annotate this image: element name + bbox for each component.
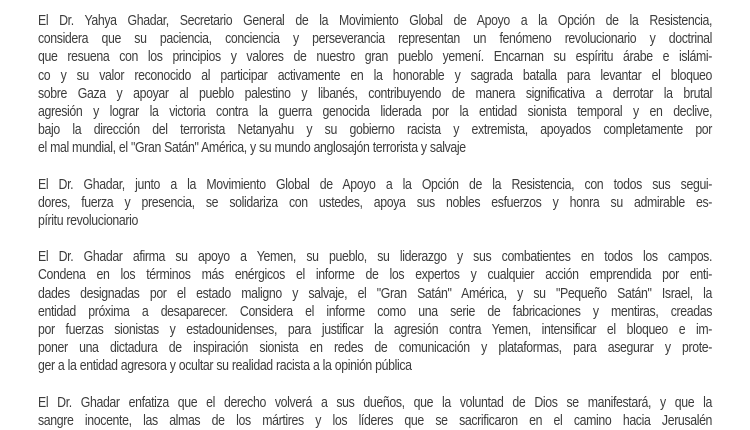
paragraph (38, 12, 712, 158)
text-line: Condena en los términos más enérgicos el informe de los expertos y cualquier acción emprendida por enti- (38, 266, 713, 284)
text-line: ger a la entidad agresora y ocultar su realidad racista a la opinión pública (38, 357, 412, 375)
paragraphs (38, 12, 712, 430)
document-body (38, 12, 712, 430)
text-line: el mal mundial, el "Gran Satán" América, y su mundo anglosajón terrorista y salvaje (38, 139, 466, 157)
text-line: El Dr. Ghadar afirma su apoyo a Yemen, su pueblo, su liderazgo y sus combatientes en todos los campos. (38, 248, 713, 266)
text-line: El Dr. Yahya Ghadar, Secretario General de la Movimiento Global de Apoyo a la Opción de la Resistencia, (38, 12, 713, 29)
text-line: que resuena con los principios y valores de nuestro gran pueblo yemení. Encarnan su espíritu árabe e islámi- (38, 48, 713, 66)
text-line: considera que su paciencia, conciencia y perseverancia representan un fenómeno revolucionario y doctrinal (38, 30, 713, 48)
text-line: por fuerzas sionistas y estadounidenses, para justificar la agresión contra Yemen, intensificar el bloqueo e im- (38, 321, 713, 339)
text-line: bajo la dirección del terrorista Netanyahu y su gobierno racista y extremista, apoyados completamente por (38, 121, 713, 139)
paragraph (38, 248, 712, 375)
text-line: El Dr. Ghadar enfatiza que el derecho volverá a sus dueños, que la voluntad de Dios se manifestará, y que la (38, 393, 713, 411)
text-line: entidad próxima a desaparecer. Considera el informe como una serie de fabricaciones y mentiras, creadas (38, 302, 713, 320)
text-line: El Dr. Ghadar, junto a la Movimiento Global de Apoyo a la Opción de la Resistencia, con todos sus segui- (38, 175, 713, 193)
text-line: píritu revolucionario (38, 212, 139, 230)
text-line: dores, fuerza y presencia, se solidariza con ustedes, apoya sus nobles esfuerzos y honra su admirable es- (38, 193, 713, 211)
paragraph (38, 394, 712, 430)
text-line: dades designadas por el estado maligno y salvaje, el "Gran Satán" América, y su "Pequeño Satán" Israel, la (38, 284, 713, 302)
text-line: sangre inocente, las almas de los mártires y los líderes que se sacrificaron en el camino hacia Jerusalén (38, 411, 713, 429)
text-line: poner una dictadura de inspiración sionista en redes de comunicación y plataformas, para asegurar y prote- (38, 339, 713, 357)
text-line: agresión y lograr la victoria contra la guerra genocida liderada por la entidad sionista temporal y en declive, (38, 103, 713, 121)
paragraph (38, 176, 712, 231)
text-line: co y su valor reconocido al participar activamente en la honorable y sagrada batalla para levantar el bloqueo (38, 66, 713, 84)
text-line: sobre Gaza y apoyar al pueblo palestino y libanés, contribuyendo de manera significativa a derrotar la brutal (38, 84, 713, 102)
